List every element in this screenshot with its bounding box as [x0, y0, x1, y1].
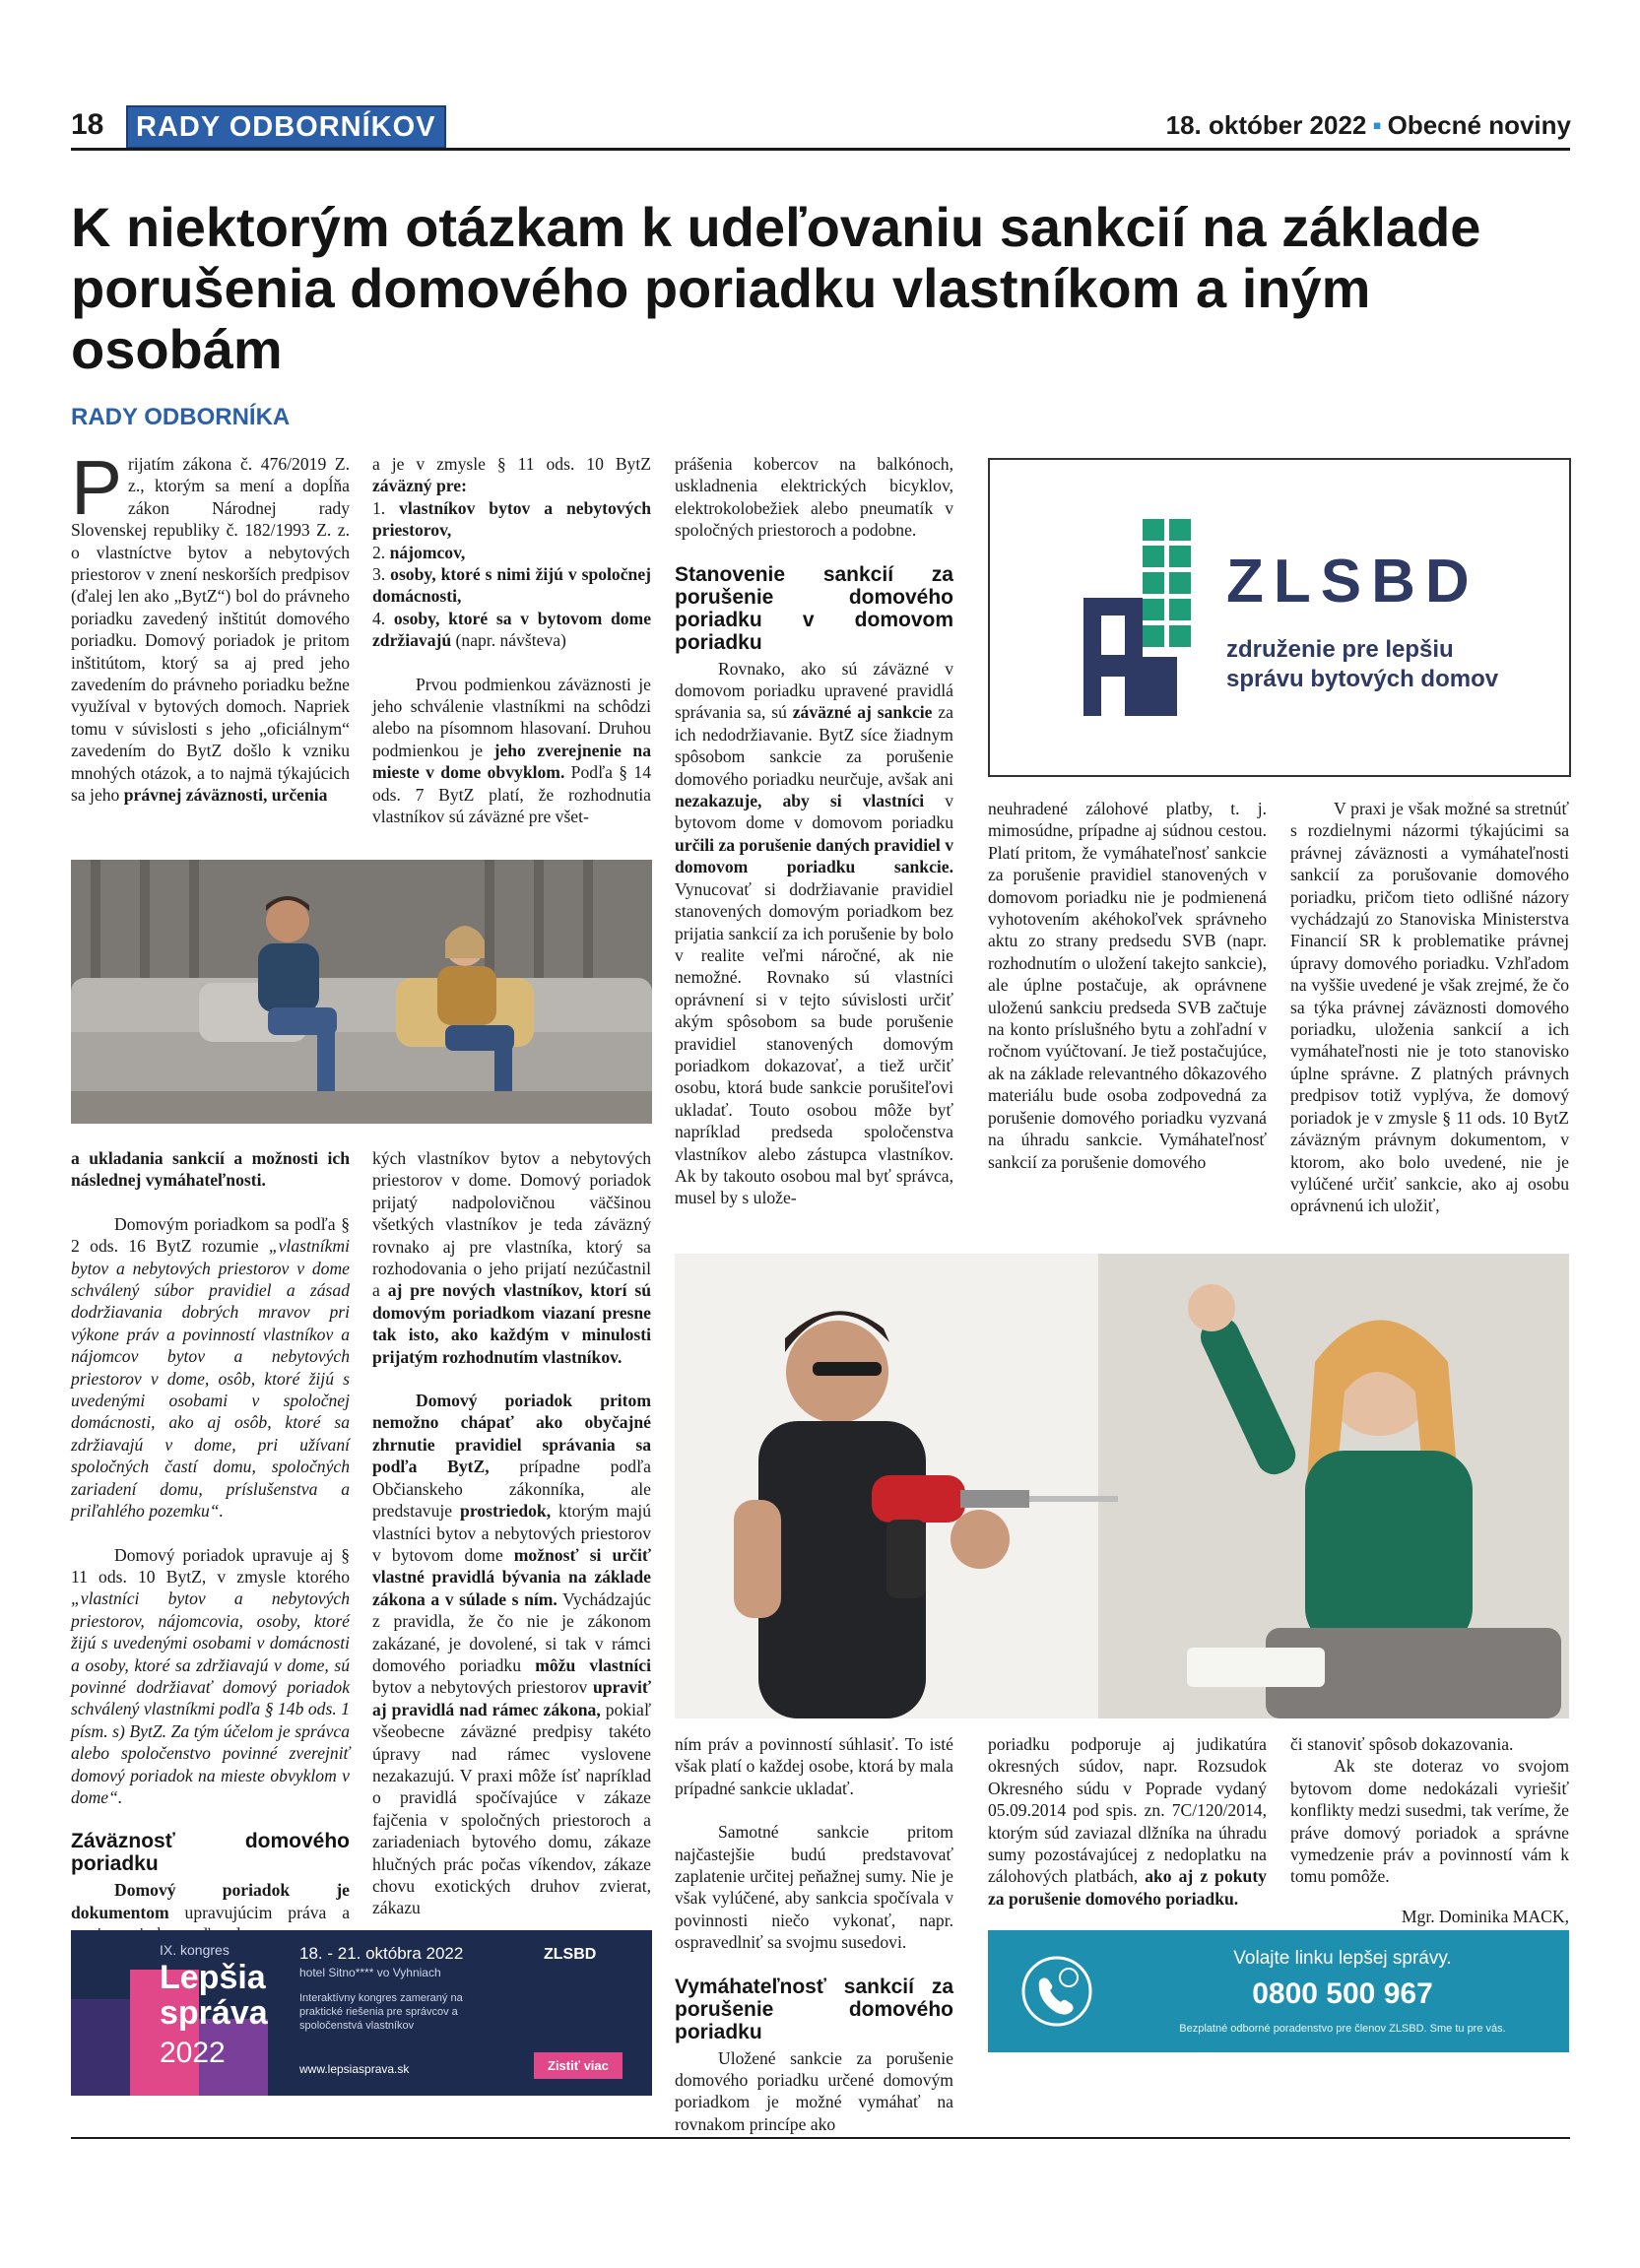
photo-drilling-neighbor	[675, 1254, 1569, 1718]
paragraph: Uložené sankcie za porušenie domového poriadku určené domovým poriadkom je možné vymáhať na rovnakom princípe ako	[675, 2047, 953, 2134]
author-name: Mgr. Dominika MACK,	[1401, 1906, 1569, 1926]
footer-rule	[71, 2137, 1570, 2139]
logo-wordmark: ZLSBD	[1226, 548, 1479, 616]
logo-tagline-line2: správu bytových domov	[1226, 666, 1499, 692]
helpline-description: Bezplatné odborné poradenstvo pre členov ZLSBD. Sme tu pre vás.	[1179, 2023, 1506, 2035]
paragraph: Samotné sankcie pritom najčastejšie budú predstavovať zaplatenie určitej peňažnej sumy. Nie je však vylúčené, aby sankcia spočívala v povinnosti niečo vykonať, napr. ospravedlniť sa svojmu susedovi.	[675, 1822, 953, 1953]
subheading: Stanovenie sankcií za porušenie domového poriadku v domovom poriadku	[675, 562, 953, 654]
helpline-title: Volajte linku lepšej správy.	[1233, 1948, 1452, 1969]
issue-info	[1166, 110, 1571, 141]
photo-couple-on-sofa	[71, 860, 652, 1124]
paragraph: a ukladania sankcií a možnosti ich následnej vymáhateľnosti.	[71, 1148, 350, 1191]
banner-description: Interaktívny kongres zameraný na praktické riešenia pre správcov a spoločenstvá vlastníkov	[299, 1992, 463, 2032]
column-4-bottom	[988, 1733, 1267, 1931]
paragraph: Rovnako, ako sú záväzné v domovom poriadku upravené pravidlá správania sa, sú záväzné aj sankcie za ich nedodržiavanie. BytZ síce žiadnym spôsobom sankcie za porušenie domového poriadku neurčuje, avšak ani nezakazuje, aby si vlastníci v bytovom dome v domovom poriadku určili za porušenie daných pravidiel v domovom poriadku sankcie. Vynucovať si dodržiavanie pravidiel stanovených domovým poriadkom bez prijatia sankcií za ich porušenie by bolo v realite veľmi náročné, ak nie nemožné. Rovnako sú vlastníci oprávnení si v tejto súvislosti určiť akým spôsobom sa bude porušenie pravidiel stanovených domovým poriadkom dokazovať, a tiež určiť osobu, ktorá bude sankcie porušiteľovi ukladať. Touto osobou môže byť napríklad predseda spoločenstva vlastníkov alebo zástupca vlastníkov. Ak by takouto osobou mal byť správca, musel by s ulože-	[675, 658, 953, 1208]
paragraph: ním práv a povinností súhlasiť. To isté však platí o každej osobe, ktorá by mala prípadné sankcie ukladať.	[675, 1734, 953, 1798]
banner-title	[160, 1960, 268, 2031]
paragraph: Prijatím zákona č. 476/2019 Z. z., ktorým sa mení a dopĺňa zákon Národnej rady Slovenskej republiky č. 182/1993 Z. z. o vlastníctve bytov a nebytových priestorov v znení neskorších predpisov (ďalej len ako „BytZ“) bol do právneho poriadku zavedený inštitút domového poriadku. Domový poriadok je pritom inštitútom, ktorý sa aj pred jeho zavedením do právneho poriadku bežne využíval v bytových domoch. Napriek tomu v súvislosti s jeho „oficiálnym“ zavedením do BytZ došlo k vzniku mnohých otázok, a to najmä týkajúcich sa jeho právnej záväznosti, určenia	[71, 444, 350, 806]
helpline-phone[interactable]: 0800 500 967	[1252, 1977, 1433, 2010]
paragraph: kých vlastníkov bytov a nebytových priestorov v dome. Domový poriadok prijatý nadpolovičnou väčšinou všetkých vlastníkov je teda záväzný rovnako aj pre vlastníka, ktorý sa rozhodovania o jeho prijatí nezúčastnil a aj pre nových vlastníkov, ktorí sú domovým poriadkom viazaní presne tak isto, ako každým v minulosti prijatým rozhodnutím vlastníkov.	[372, 1148, 651, 1367]
subheading: Záväznosť domového poriadku	[71, 1830, 350, 1876]
banner-title-line1: Lepšia	[160, 1959, 266, 1996]
phone-chat-icon	[1017, 1952, 1096, 2031]
drilling-illustration	[675, 1254, 1569, 1718]
column-3-top	[675, 453, 953, 1231]
paragraph: neuhradené zálohové platby, t. j. mimosúdne, prípadne aj súdnou cestou. Platí pritom, že vymáhateľnosť sankcie za porušenie pravidiel stanovených v domovom poriadku nie je podmienená vyhotovením akéhokoľvek správneho aktu zo strany predsedu SVB (napr. rozhodnutím o uložení takejto sankcie), ale úplne postačuje, ak oprávnene uloženú sankciu predseda SVB začtuje na konto príslušného bytu a zohľadní v ročnom vyúčtovaní. Je tiež postačujúce, ak na základe relevantného dôkazového materiálu bude osoba zodpovedná za porušenie domového poriadku vyzvaná na úhradu sankcie. Vymáhateľnosť sankcií za porušenie domového	[988, 799, 1267, 1172]
headline: K niektorým otázkam k udeľovaniu sankcií na základe porušenia domového poriadku vlastníkom a iným osobám	[71, 196, 1481, 380]
publication-name: Obecné noviny	[1387, 110, 1571, 140]
couple-on-sofa-illustration	[71, 860, 652, 1124]
separator-dot: ▪	[1372, 110, 1382, 140]
issue-date: 18. október 2022	[1165, 110, 1367, 140]
congress-banner[interactable]	[71, 1930, 652, 2096]
logo-tagline	[1226, 635, 1498, 694]
banner-year: 2022	[160, 2037, 226, 2069]
banner-venue: hotel Sitno**** vo Vyhniach	[299, 1966, 441, 1979]
zlsbd-logo-box	[988, 458, 1571, 777]
paragraph: poriadku podporuje aj judikatúra okresných súdov, napr. Rozsudok Okresného súdu v Poprade vydaný 05.09.2014 pod spis. zn. 7C/120/2014, ktorým súd zaviazal dlžníka na úhradu sumy pozostávajúcej z nedoplatku na zálohových platbách, ako aj z pokuty za porušenie domového poriadku.	[988, 1734, 1267, 1909]
byline: RADY ODBORNÍKA	[71, 404, 291, 430]
column-5-middle	[1290, 798, 1569, 1239]
paragraph: V praxi je však možné sa stretnúť s rozdielnymi názormi týkajúcimi sa právnej záväznosti a vymáhateľnosti sankcií za porušovanie domového poriadku, pričom tieto odlišné názory vychádzajú zo Stanoviska Ministerstva Financií SR k problematike právnej úpravy domového poriadku. Vzhľadom na vyššie uvedené je však zrejmé, že čo sa týka právnej záväznosti domového poriadku, uloženia sankcií a ich vymáhateľnosti nie je toto stanovisko úplne správne. Z platných právnych predpisov totiž vyplýva, že domový poriadok je v zmysle § 11 ods. 10 BytZ záväzným právnym dokumentom, v ktorom, ako bolo uvedené, nie je vylúčené určiť sankcie, ako aj osobu oprávnenú ich uložiť,	[1290, 799, 1569, 1216]
zlsbd-logo-icon	[990, 460, 1569, 775]
column-1-bottom	[71, 1147, 350, 1968]
drop-cap: P	[71, 444, 123, 531]
paragraph: Domový poriadok je dokumentom upravujúcim práva a	[71, 1880, 350, 1922]
logo-tagline-line1: združenie pre lepšiu	[1226, 636, 1454, 663]
banner-more-button[interactable]: Zistiť viac	[534, 2052, 623, 2079]
column-4-middle	[988, 798, 1267, 1195]
column-1-top	[71, 444, 350, 828]
paragraph: Domový poriadok pritom nemožno chápať ako obyčajné zhrnutie pravidiel správania sa podľa BytZ, prípadne podľa Občianskeho zákonníka, ale predstavuje prostriedok, ktorým majú vlastníci bytov a nebytových priestorov v bytovom dome možnosť si určiť vlastné pravidlá bývania na základe zákona a v súlade s ním. Vychádzajúc z pravidla, že čo nie je zákonom zakázané, je dovolené, si tak v rámci domového poriadku môžu vlastníci bytov a nebytových priestorov upraviť aj pravidlá nad rámec zákona, pokiaľ všeobecne záväzné predpisy takéto úpravy nad rámec vyslovene nezakazujú. V praxi môže ísť napríklad o pravidlá spočívajúce v zákaze fajčenia v spoločných priestoroch a zariadeniach bytového domu, zákaze hlučných prác počas víkendov, zákaze chovu exotických druhov zvierat, zákazu	[372, 1391, 651, 1918]
page-number: 18	[71, 108, 104, 141]
section-label: RADY ODBORNÍKOV	[126, 105, 446, 149]
column-3-bottom	[675, 1733, 953, 2157]
banner-title-line2: správa	[160, 1994, 268, 2032]
banner-dates: 18. - 21. októbra 2022	[299, 1944, 464, 1963]
paragraph: Prvou podmienkou záväznosti je jeho schválenie vlastníkmi na schôdzi alebo na písomnom hlasovaní. Druhou podmienkou je jeho zverejnenie na mieste v dome obvyklom. Podľa § 14 ods. 7 BytZ platí, že rozhodnutia vlastníkov sú záväzné pre všet-	[372, 674, 651, 827]
column-2-top	[372, 453, 651, 850]
column-5-bottom	[1290, 1733, 1569, 1950]
paragraph: a je v zmysle § 11 ods. 10 BytZ záväzný pre: 1. vlastníkov bytov a nebytových priestorov, 2. nájomcov, 3. osoby, ktoré s nimi žijú v spoločnej domácnosti, 4. osoby, ktoré sa v bytovom dome zdržiavajú (napr. návšteva)	[372, 454, 651, 651]
paragraph: Domovým poriadkom sa podľa § 2 ods. 16 BytZ rozumie „vlastníkmi bytov a nebytových priestorov v dome schválený súbor pravidiel a zásad dodržiavania dobrých mravov pri výkone práv a povinností vlastníkov a nájomcov bytov a nebytových priestorov v dome, osôb, ktoré žijú s uvedenými osobami v spoločnej domácnosti, ako aj osôb, ktoré sa zdržiavajú v dome, pri užívaní spoločných častí domu, spoločných zariadení domu, príslušenstva a priľahlého pozemku“.	[71, 1213, 350, 1522]
banner-zlsbd-logo: ZLSBD	[544, 1946, 597, 1963]
column-2-bottom	[372, 1147, 651, 1941]
paragraph: Domový poriadok upravuje aj § 11 ods. 10 BytZ, v zmysle ktorého „vlastníci bytov a nebytových priestorov, nájomcovia, osoby, ktoré žijú s uvedenými osobami v domácnosti a osoby, ktoré sa zdržiavajú v dome, sú povinné dodržiavať domový poriadok schválený vlastníkmi podľa § 14b ods. 1 písm. s) BytZ. Za tým účelom je správca alebo spoločenstvo povinné zverejniť domový poriadok na mieste obvyklom v dome“.	[71, 1544, 350, 1807]
header-rule	[71, 148, 1570, 151]
subheading: Vymáhateľnosť sankcií za porušenie domového poriadku	[675, 1975, 953, 2043]
paragraph: či stanoviť spôsob dokazovania. Ak ste doteraz vo svojom bytovom dome nedokázali vyriešiť konflikty medzi susedmi, tak veríme, že práve domový poriadok a správne vymedzenie práv a povinností vám k tomu pomôže.	[1290, 1734, 1569, 1887]
helpline-banner[interactable]	[988, 1930, 1569, 2052]
banner-url[interactable]: www.lepsiasprava.sk	[299, 2062, 410, 2076]
paragraph: prášenia kobercov na balkónoch, uskladnenia elektrických bicyklov, elektrokolobežiek alebo pneumatík v spoločných priestoroch a podobne.	[675, 454, 953, 541]
banner-kicker: IX. kongres	[160, 1942, 230, 1958]
